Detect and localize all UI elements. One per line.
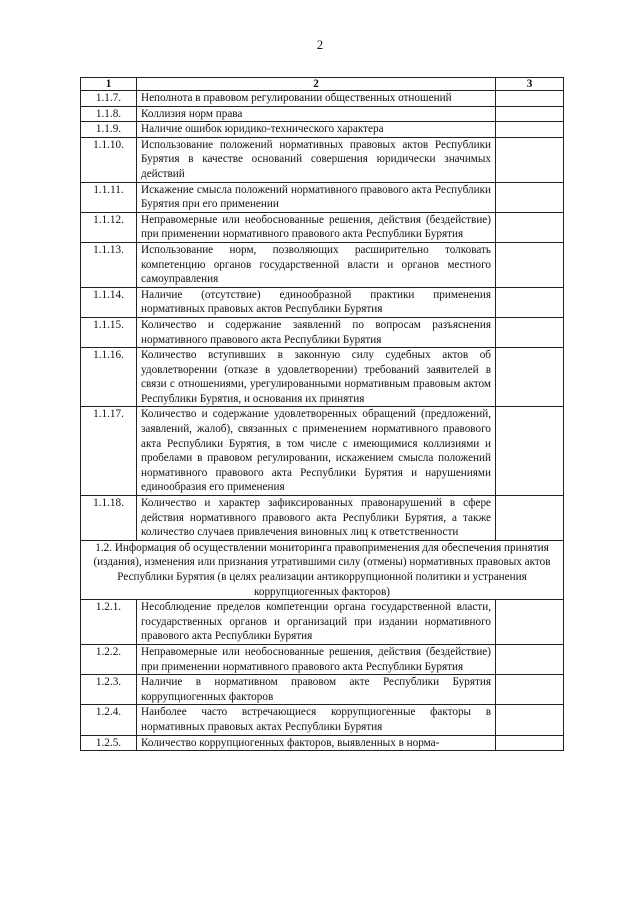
header-col-3: 3 (496, 78, 564, 91)
row-text: Коллизия норм права (137, 106, 496, 122)
row-text: Количество и содержание удовлетворенных обращений (предложений, заявлений, жалоб), связанных с применением нормативного правового акта Республики Бурятия, в том числе с имеющимися коллизиями и пробелами в правовом регулировании, искажением смысла положений нормативного правового акта Республики Бурятия и нарушениями единообразия его применения (137, 407, 496, 496)
row-value-cell (496, 675, 564, 705)
row-text: Наиболее часто встречающиеся коррупциогенные факторы в нормативных правовых актах Республики Бурятия (137, 705, 496, 735)
row-text: Наличие (отсутствие) единообразной практики применения нормативных правовых актов Республики Бурятия (137, 287, 496, 317)
table-row (81, 106, 564, 122)
table-row (81, 212, 564, 242)
row-value-cell (496, 644, 564, 674)
row-value-cell (496, 735, 564, 751)
row-value-cell (496, 496, 564, 541)
table-row (81, 137, 564, 182)
row-value-cell (496, 242, 564, 287)
row-text: Количество и содержание заявлений по вопросам разъяснения нормативного правового акта Республики Бурятия (137, 317, 496, 347)
row-value-cell (496, 212, 564, 242)
row-value-cell (496, 317, 564, 347)
table-row (81, 600, 564, 645)
row-text: Наличие ошибок юридико-технического характера (137, 122, 496, 138)
section-heading: 1.2. Информация об осуществлении мониторинга правоприменения для обеспечения принятия (издания), изменения или признания утратившими силу (отмены) нормативных правовых актов Республики Бурятия (в целях реализации антикоррупционной политики и устранения коррупциогенных факторов) (81, 540, 564, 599)
row-value-cell (496, 348, 564, 407)
row-text: Неполнота в правовом регулировании общественных отношений (137, 91, 496, 107)
row-value-cell (496, 705, 564, 735)
monitoring-table (80, 77, 564, 751)
table-row (81, 644, 564, 674)
row-text: Использование положений нормативных правовых актов Республики Бурятия в качестве оснований совершения юридически значимых действий (137, 137, 496, 182)
row-number: 1.1.13. (81, 242, 137, 287)
row-value-cell (496, 106, 564, 122)
row-text: Количество вступивших в законную силу судебных актов об удовлетворении (отказе в удовлетворении) требований заявителей в связи с отношениями, урегулированными нормативным правовым актом Республики Бурятия, и основания их принятия (137, 348, 496, 407)
row-number: 1.1.17. (81, 407, 137, 496)
table-row (81, 122, 564, 138)
header-col-2: 2 (137, 78, 496, 91)
row-number: 1.1.10. (81, 137, 137, 182)
row-number: 1.1.15. (81, 317, 137, 347)
table-row (81, 317, 564, 347)
row-number: 1.1.12. (81, 212, 137, 242)
header-col-1: 1 (81, 78, 137, 91)
row-value-cell (496, 182, 564, 212)
table-row (81, 735, 564, 751)
row-value-cell (496, 600, 564, 645)
table-row (81, 675, 564, 705)
row-number: 1.2.2. (81, 644, 137, 674)
table-row (81, 705, 564, 735)
row-number: 1.1.8. (81, 106, 137, 122)
table-row (81, 91, 564, 107)
page-number: 2 (316, 38, 324, 52)
row-text: Количество коррупциогенных факторов, выявленных в норма- (137, 735, 496, 751)
row-value-cell (496, 287, 564, 317)
row-number: 1.2.5. (81, 735, 137, 751)
table-row (81, 407, 564, 496)
table-row (81, 182, 564, 212)
row-value-cell (496, 407, 564, 496)
table-row (81, 348, 564, 407)
section-row (81, 540, 564, 599)
row-text: Количество и характер зафиксированных правонарушений в сфере действия нормативного правового акта Республики Бурятия, а также количество случаев привлечения виновных лиц к ответственности (137, 496, 496, 541)
row-text: Неправомерные или необоснованные решения, действия (бездействие) при применении нормативного правового акта Республики Бурятия (137, 644, 496, 674)
row-number: 1.2.4. (81, 705, 137, 735)
row-number: 1.1.18. (81, 496, 137, 541)
row-number: 1.1.11. (81, 182, 137, 212)
row-number: 1.1.7. (81, 91, 137, 107)
row-text: Искажение смысла положений нормативного правового акта Республики Бурятия при его применении (137, 182, 496, 212)
row-value-cell (496, 122, 564, 138)
row-text: Использование норм, позволяющих расширительно толковать компетенцию органов государственной власти и органов местного самоуправления (137, 242, 496, 287)
row-number: 1.2.1. (81, 600, 137, 645)
table-row (81, 242, 564, 287)
row-number: 1.2.3. (81, 675, 137, 705)
row-value-cell (496, 91, 564, 107)
row-text: Неправомерные или необоснованные решения, действия (бездействие) при применении нормативного правового акта Республики Бурятия (137, 212, 496, 242)
table-header-row (81, 78, 564, 91)
table-row (81, 287, 564, 317)
row-text: Несоблюдение пределов компетенции органа государственной власти, государственных органов и организаций при издании нормативного правового акта Республики Бурятия (137, 600, 496, 645)
row-number: 1.1.16. (81, 348, 137, 407)
row-number: 1.1.9. (81, 122, 137, 138)
row-value-cell (496, 137, 564, 182)
row-number: 1.1.14. (81, 287, 137, 317)
row-text: Наличие в нормативном правовом акте Республики Бурятия коррупциогенных факторов (137, 675, 496, 705)
table-row (81, 496, 564, 541)
